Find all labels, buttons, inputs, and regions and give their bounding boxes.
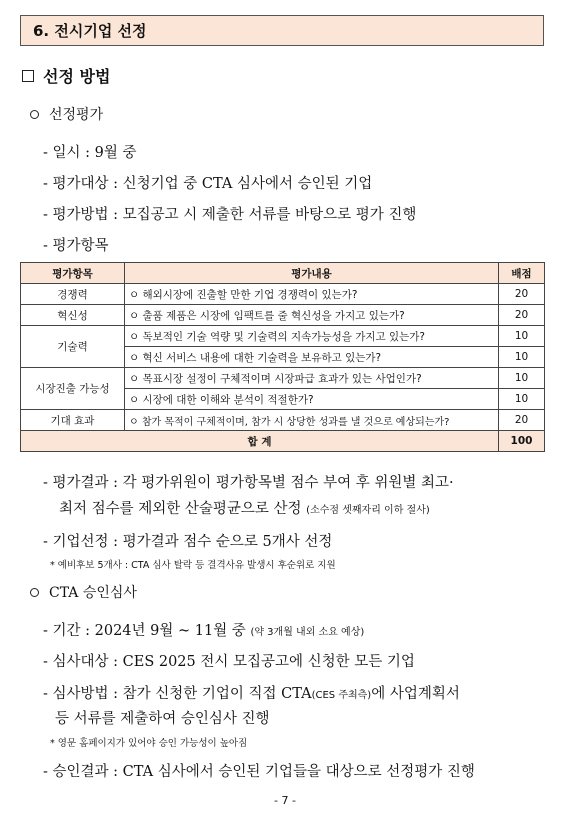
cta-period-text: - 기간 : 2024년 9월 ~ 11월 중 xyxy=(43,623,246,639)
cta-method-note: * 영문 홈페이지가 있어야 승인 가능성이 높아짐 xyxy=(50,738,248,749)
row-score: 10 xyxy=(499,368,545,389)
evaluation-table xyxy=(20,262,545,452)
row-score: 20 xyxy=(499,305,545,326)
total-label: 합 계 xyxy=(21,431,499,452)
cta-method-small: (CES 주최측) xyxy=(311,690,372,701)
section-header-title: 6. 전시기업 선정 xyxy=(33,22,147,40)
eval-subtitle-text: 선정평가 xyxy=(49,107,104,123)
table-row xyxy=(21,284,545,305)
row-content: ㅇ 해외시장에 진출할 만한 기업 경쟁력이 있는가? xyxy=(125,284,499,305)
eval-result-note: (소수점 셋째자리 이하 절사) xyxy=(306,505,430,516)
row-content: ㅇ 혁신 서비스 내용에 대한 기술력을 보유하고 있는가? xyxy=(125,347,499,368)
cta-method-text-a: - 심사방법 : 참가 신청한 기업이 직접 CTA xyxy=(43,686,312,702)
eval-subtitle xyxy=(30,104,103,124)
cta-period-note: (약 3개월 내외 소요 예상) xyxy=(250,627,365,638)
eval-selection: - 기업선정 : 평가결과 점수 순으로 5개사 선정 xyxy=(43,534,333,550)
table-header-score: 배점 xyxy=(499,263,545,284)
cta-method-line1 xyxy=(43,682,460,703)
table-row xyxy=(21,305,545,326)
circle-bullet-icon xyxy=(30,588,39,597)
row-score: 10 xyxy=(499,326,545,347)
cta-period xyxy=(43,619,364,640)
row-content: ㅇ 목표시장 설정이 구체적이며 시장파급 효과가 있는 사업인가? xyxy=(125,368,499,389)
cta-result: - 승인결과 : CTA 심사에서 승인된 기업들을 대상으로 선정평가 진행 xyxy=(43,764,475,780)
eval-result-line1: - 평가결과 : 각 평가위원이 평가항목별 점수 부여 후 위원별 최고· xyxy=(43,475,454,491)
cta-method-text-b: 에 사업계획서 xyxy=(371,686,460,702)
cta-subtitle-text: CTA 승인심사 xyxy=(49,585,137,601)
table-header-content: 평가내용 xyxy=(125,263,499,284)
row-category: 경쟁력 xyxy=(21,284,125,305)
row-content: ㅇ 참가 목적이 구체적이며, 참가 시 상당한 성과를 낼 것으로 예상되는가? xyxy=(125,410,499,431)
cta-subtitle xyxy=(30,582,137,602)
table-row xyxy=(21,410,545,431)
eval-result-line2-text: 최저 점수를 제외한 산술평균으로 산정 xyxy=(59,501,302,517)
table-header-row xyxy=(21,263,545,284)
eval-date: - 일시 : 9월 중 xyxy=(43,145,137,161)
row-category: 기대 효과 xyxy=(21,410,125,431)
eval-method: - 평가방법 : 모집공고 시 제출한 서류를 바탕으로 평가 진행 xyxy=(43,207,417,223)
section-title-text: 선정 방법 xyxy=(43,67,111,86)
circle-bullet-icon xyxy=(30,110,39,119)
table-header-category: 평가항목 xyxy=(21,263,125,284)
row-content: ㅇ 시장에 대한 이해와 분석이 적절한가? xyxy=(125,389,499,410)
total-score: 100 xyxy=(499,431,545,452)
row-category: 시장진출 가능성 xyxy=(21,368,125,410)
row-category: 혁신성 xyxy=(21,305,125,326)
row-category: 기술력 xyxy=(21,326,125,368)
eval-items-label: - 평가항목 xyxy=(43,238,109,254)
row-score: 20 xyxy=(499,410,545,431)
row-content: ㅇ 독보적인 기술 역량 및 기술력의 지속가능성을 가지고 있는가? xyxy=(125,326,499,347)
section-title xyxy=(22,64,110,87)
row-score: 10 xyxy=(499,389,545,410)
table-row xyxy=(21,368,545,389)
row-score: 10 xyxy=(499,347,545,368)
cta-target: - 심사대상 : CES 2025 전시 모집공고에 신청한 모든 기업 xyxy=(43,654,415,670)
row-content: ㅇ 출품 제품은 시장에 임팩트를 줄 혁신성을 가지고 있는가? xyxy=(125,305,499,326)
table-row xyxy=(21,326,545,347)
square-bullet-icon xyxy=(22,70,34,82)
cta-method-line2: 등 서류를 제출하여 승인심사 진행 xyxy=(55,711,270,727)
eval-result-line2 xyxy=(59,497,430,518)
table-total-row xyxy=(21,431,545,452)
eval-target: - 평가대상 : 신청기업 중 CTA 심사에서 승인된 기업 xyxy=(43,176,373,192)
row-score: 20 xyxy=(499,284,545,305)
section-header xyxy=(20,15,544,46)
eval-selection-note: * 예비후보 5개사 : CTA 심사 탈락 등 결격사유 발생시 후순위로 지원 xyxy=(50,560,336,571)
page-number: - 7 - xyxy=(274,794,296,807)
